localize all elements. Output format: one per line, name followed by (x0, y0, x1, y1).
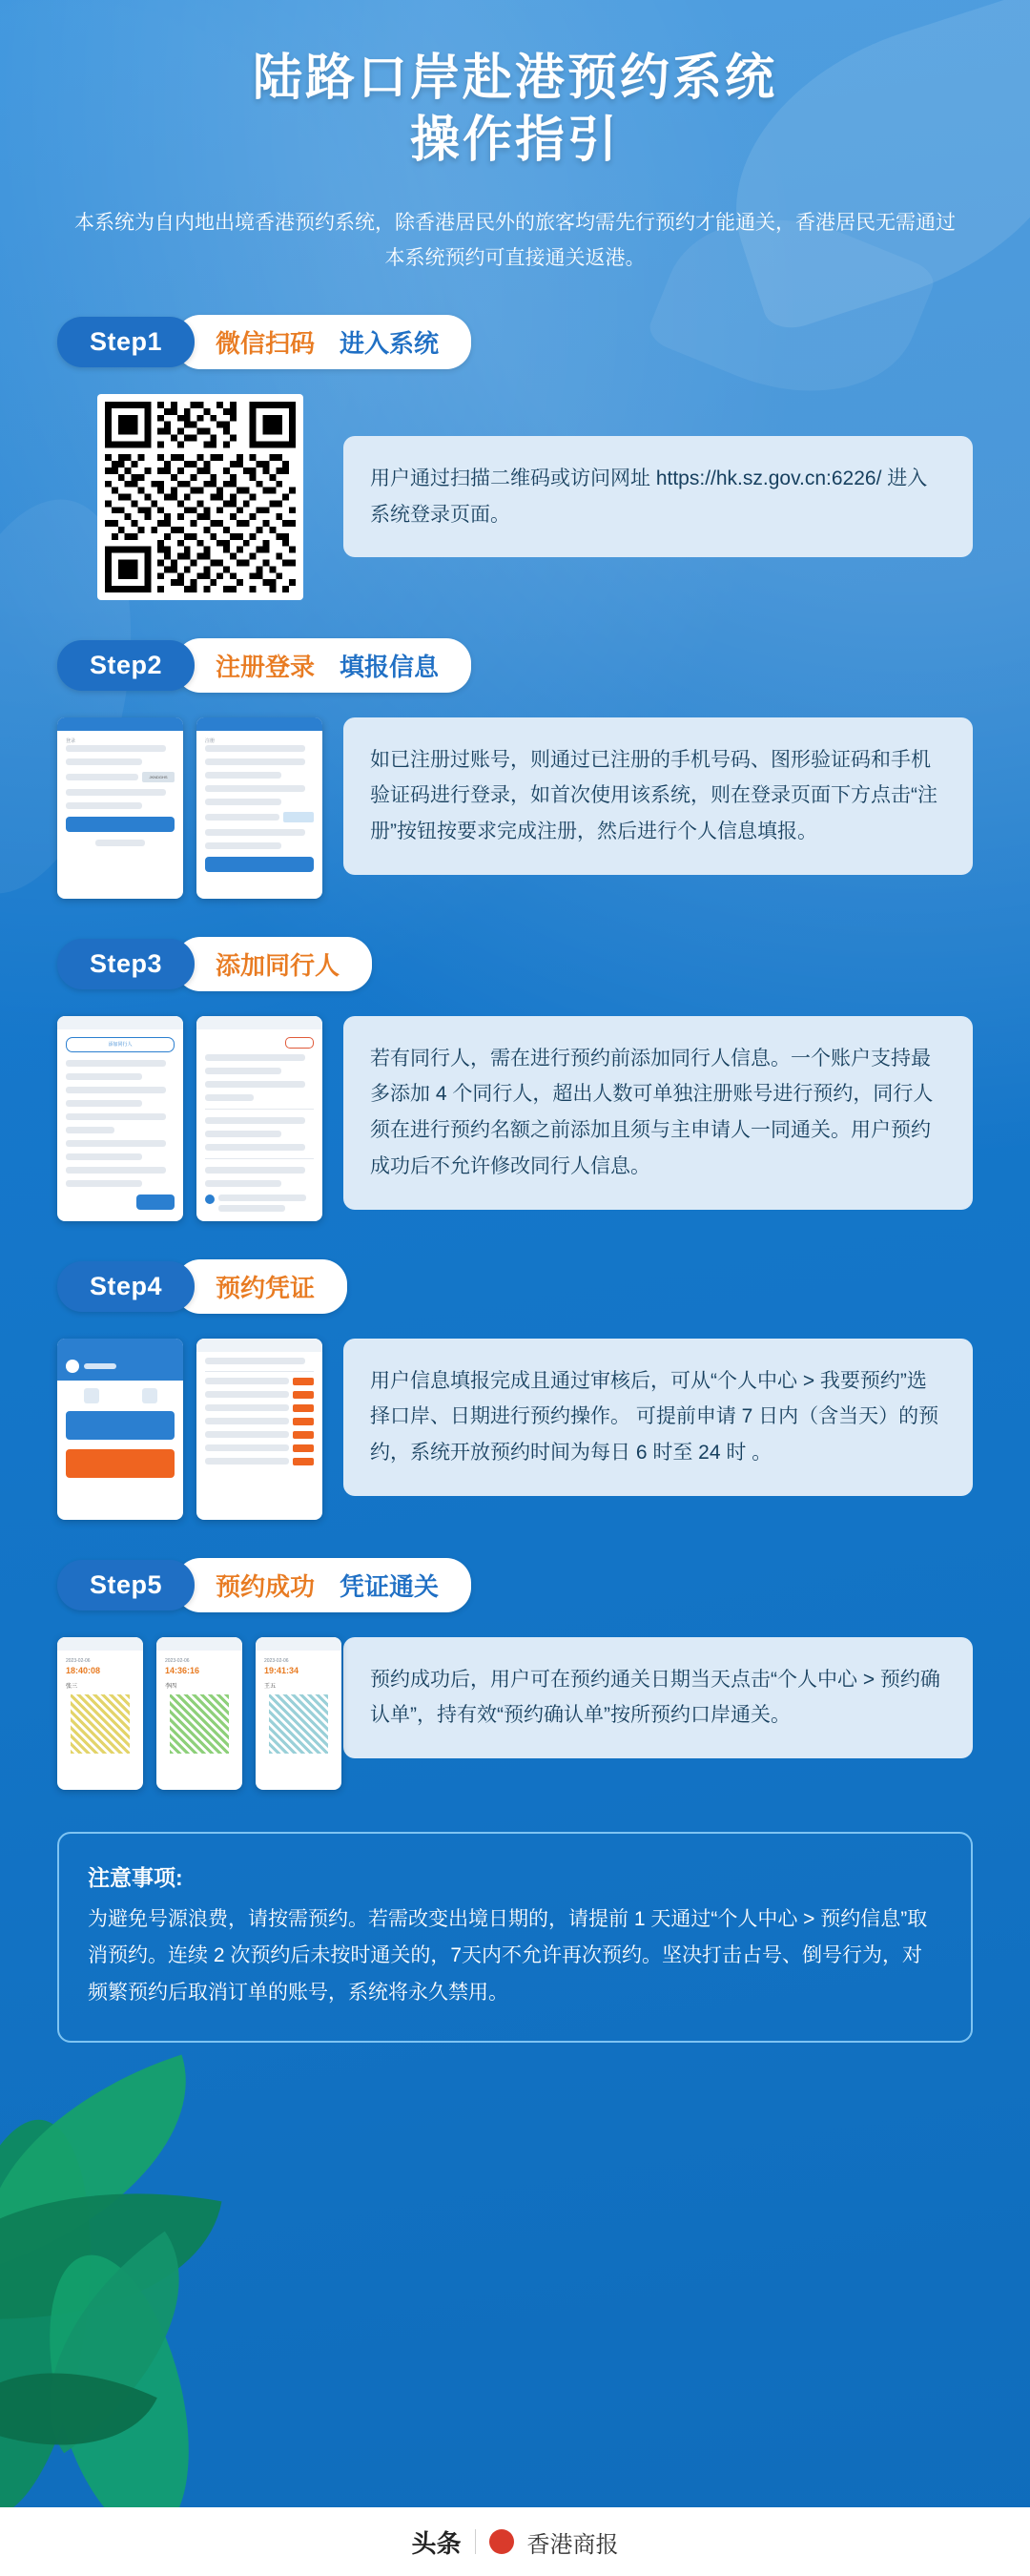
source-logo-icon (489, 2529, 514, 2554)
platform-label: 头条 (411, 2528, 462, 2558)
ticket-time: 14:36:16 (165, 1665, 200, 1675)
step-title-a-3: 添加同行人 (216, 950, 340, 980)
book-now-button[interactable] (66, 1411, 175, 1440)
screenshot-login (57, 717, 183, 899)
ticket-name: 张三 (66, 1683, 78, 1690)
step-header-3 (57, 937, 1030, 991)
step-header-1 (57, 315, 1030, 369)
ticket-date: 2023-02-06 (264, 1657, 289, 1664)
screenshot-group-3 (57, 1016, 343, 1221)
step-title-a-2: 注册登录 (216, 652, 316, 681)
ticket-date: 2023-02-06 (165, 1657, 190, 1664)
screenshot-companion-list (196, 1016, 322, 1221)
step-badge-1: Step1 (57, 317, 195, 367)
step-content-4 (57, 1339, 973, 1520)
step-title-a-4: 预约凭证 (216, 1273, 316, 1302)
footer-bar (0, 2507, 1030, 2576)
step-title-a-1: 微信扫码 (216, 328, 316, 358)
step-description-2: 如已注册过账号，则通过已注册的手机号码、图形验证码和手机验证码进行登录，如首次使用该系统，则在登录页面下方点击“注册”按钮按要求完成注册，然后进行个人信息填报。 (343, 717, 973, 875)
menu-icon[interactable] (84, 1388, 99, 1403)
ticket-name: 王五 (264, 1683, 277, 1690)
screenshot-heading: 登录 (66, 737, 76, 744)
step-header-2 (57, 638, 1030, 693)
step-description-5: 预约成功后，用户可在预约通关日期当天点击“个人中心 > 预约确认单”，持有效“预约确认单”按所预约口岸通关。 (343, 1637, 973, 1759)
step-title-pill-2 (175, 638, 471, 693)
page-title (0, 0, 1030, 172)
pass-qr-icon (71, 1694, 130, 1754)
step-badge-2: Step2 (57, 640, 195, 691)
step-content-2 (57, 717, 973, 899)
intro-paragraph: 本系统为自内地出境香港预约系统，除香港居民外的旅客均需先行预约才能通关，香港居民无需通过本系统预约可直接通关返港。 (74, 212, 956, 269)
ticket-time: 18:40:08 (66, 1665, 101, 1675)
screenshot-group-4 (57, 1339, 343, 1520)
footer-divider (475, 2529, 476, 2554)
step-title-pill-3 (175, 937, 372, 991)
ticket-time: 19:41:34 (264, 1665, 299, 1675)
screenshot-pass-ticket (256, 1637, 341, 1790)
ticket-date: 2023-02-06 (66, 1657, 91, 1664)
step-badge-3: Step3 (57, 939, 195, 989)
title-line-1: 陆路口岸赴港预约系统 (252, 51, 777, 106)
qr-code-icon (97, 394, 303, 600)
step-description-3: 若有同行人，需在进行预约前添加同行人信息。一个账户支持最多添加 4 个同行人，超出人数可单独注册账号进行预约，同行人须在进行预约名额之前添加且须与主申请人一同通关。用户预约成功后不允许修改同行人信息。 (343, 1016, 973, 1210)
step-header-4 (57, 1259, 1030, 1314)
step-title-b-5: 凭证通关 (340, 1571, 440, 1601)
info-icon (205, 1195, 215, 1204)
login-button[interactable] (66, 817, 175, 832)
ticket-name: 李四 (165, 1683, 177, 1690)
step-title-pill-4 (175, 1259, 347, 1314)
step-badge-5: Step5 (57, 1560, 195, 1610)
captcha-image: JKNDGHS (142, 772, 175, 782)
notice-body: 为避免号源浪费，请按需预约。若需改变出境日期的，请提前 1 天通过“个人中心 > 预约信息”取消预约。连续 2 次预约后未按时通关的，7天内不允许再次预约。坚决打击占号、倒号行为，对频繁预约后取消订单的账号，系统将永久禁用。 (88, 1907, 928, 2005)
screenshot-personal-center (57, 1339, 183, 1520)
confirmation-sheet-button[interactable] (66, 1449, 175, 1478)
step-title-b-1: 进入系统 (340, 328, 440, 358)
step-title-pill-5 (175, 1558, 471, 1612)
step-content-3 (57, 1016, 973, 1221)
notice-title: 注意事项: (88, 1864, 183, 1890)
screenshot-port-list (196, 1339, 322, 1520)
step-description-1: 用户通过扫描二维码或访问网址 https://hk.sz.gov.cn:6226/ 进入系统登录页面。 (343, 436, 973, 558)
step-title-a-5: 预约成功 (216, 1571, 316, 1601)
pass-qr-icon (170, 1694, 229, 1754)
qr-wrapper (57, 394, 343, 600)
notice-box (57, 1832, 973, 2044)
menu-icon[interactable] (142, 1388, 157, 1403)
step-badge-4: Step4 (57, 1261, 195, 1312)
register-button[interactable] (205, 857, 314, 872)
step-title-pill-1 (175, 315, 471, 369)
screenshot-heading: 注册 (205, 737, 216, 744)
step-content-5 (57, 1637, 973, 1790)
screenshot-pass-ticket (156, 1637, 242, 1790)
screenshot-register (196, 717, 322, 899)
avatar (66, 1360, 79, 1373)
step-description-4: 用户信息填报完成且通过审核后，可从“个人中心 > 我要预约”选择口岸、日期进行预约操作。 可提前申请 7 日内（含当天）的预约，系统开放预约时间为每日 6 时至 24 时 。 (343, 1339, 973, 1496)
screenshot-pass-ticket (57, 1637, 143, 1790)
source-label: 香港商报 (526, 2531, 619, 2558)
step-title-b-2: 填报信息 (340, 652, 440, 681)
screenshot-group-2 (57, 717, 343, 899)
status-badge (285, 1037, 314, 1049)
add-companion-button[interactable]: 添加同行人 (66, 1037, 175, 1052)
title-line-2: 操作指引 (409, 113, 620, 168)
step-header-5 (57, 1558, 1030, 1612)
screenshot-group-5 (57, 1637, 343, 1790)
confirm-button[interactable] (136, 1195, 175, 1210)
pass-qr-icon (269, 1694, 328, 1754)
screenshot-add-companion (57, 1016, 183, 1221)
step-content-1 (57, 394, 973, 600)
